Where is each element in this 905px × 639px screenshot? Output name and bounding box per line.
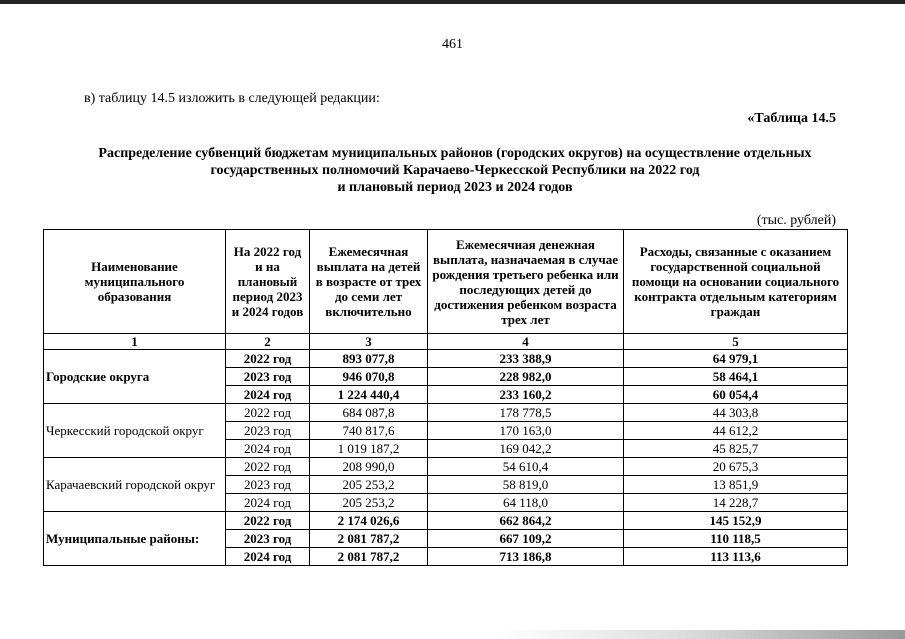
header-third-child-payment: Ежемесячная денежная выплата, назначаемая в случае рождения третьего ребенка или последующих детей до достижения ребенком возраста трех лет [428, 230, 624, 334]
year-cell: 2023 год [226, 530, 310, 548]
monthly-payment-cell: 205 253,2 [310, 494, 428, 512]
social-contract-cell: 20 675,3 [624, 458, 848, 476]
monthly-payment-cell: 205 253,2 [310, 476, 428, 494]
social-contract-cell: 145 152,9 [624, 512, 848, 530]
column-number: 5 [624, 334, 848, 350]
column-number: 2 [226, 334, 310, 350]
third-child-payment-cell: 169 042,2 [428, 440, 624, 458]
social-contract-cell: 60 054,4 [624, 386, 848, 404]
year-cell: 2023 год [226, 422, 310, 440]
monthly-payment-cell: 1 019 187,2 [310, 440, 428, 458]
table-reference: «Таблица 14.5 [747, 111, 836, 126]
social-contract-cell: 14 228,7 [624, 494, 848, 512]
table-title [40, 145, 870, 196]
social-contract-cell: 44 612,2 [624, 422, 848, 440]
third-child-payment-cell: 233 388,9 [428, 350, 624, 368]
title-line: и плановый период 2023 и 2024 годов [337, 180, 573, 195]
year-cell: 2024 год [226, 548, 310, 566]
social-contract-cell: 58 464,1 [624, 368, 848, 386]
table-row [44, 512, 848, 530]
year-cell: 2022 год [226, 458, 310, 476]
year-cell: 2023 год [226, 476, 310, 494]
social-contract-cell: 110 118,5 [624, 530, 848, 548]
monthly-payment-cell: 946 070,8 [310, 368, 428, 386]
monthly-payment-cell: 2 081 787,2 [310, 548, 428, 566]
header-monthly-payment: Ежемесячная выплата на детей в возрасте от трех до семи лет включительно [310, 230, 428, 334]
monthly-payment-cell: 2 174 026,6 [310, 512, 428, 530]
title-line: Распределение субвенций бюджетам муниципальных районов (городских округов) на осуществление отдельных [98, 146, 812, 161]
monthly-payment-cell: 208 990,0 [310, 458, 428, 476]
monthly-payment-cell: 893 077,8 [310, 350, 428, 368]
third-child-payment-cell: 54 610,4 [428, 458, 624, 476]
year-cell: 2024 год [226, 440, 310, 458]
intro-text: в) таблицу 14.5 изложить в следующей редакции: [84, 91, 380, 106]
municipality-name: Карачаевский городской округ [44, 458, 226, 512]
header-municipality: Наименование муниципального образования [44, 230, 226, 334]
year-cell: 2024 год [226, 494, 310, 512]
year-cell: 2023 год [226, 368, 310, 386]
third-child-payment-cell: 170 163,0 [428, 422, 624, 440]
page-number: 461 [442, 37, 463, 52]
social-contract-cell: 13 851,9 [624, 476, 848, 494]
year-cell: 2024 год [226, 386, 310, 404]
header-row [44, 230, 848, 334]
monthly-payment-cell: 2 081 787,2 [310, 530, 428, 548]
municipality-name: Черкесский городской округ [44, 404, 226, 458]
third-child-payment-cell: 64 118,0 [428, 494, 624, 512]
table-row [44, 350, 848, 368]
municipality-name: Городские округа [44, 350, 226, 404]
monthly-payment-cell: 1 224 440,4 [310, 386, 428, 404]
third-child-payment-cell: 58 819,0 [428, 476, 624, 494]
third-child-payment-cell: 228 982,0 [428, 368, 624, 386]
year-cell: 2022 год [226, 512, 310, 530]
units-label: (тыс. рублей) [756, 213, 836, 228]
title-line: государственных полномочий Карачаево-Черкесской Республики на 2022 год [210, 163, 700, 178]
third-child-payment-cell: 713 186,8 [428, 548, 624, 566]
monthly-payment-cell: 684 087,8 [310, 404, 428, 422]
header-period: На 2022 год и на плановый период 2023 и 2024 годов [226, 230, 310, 334]
header-social-contract: Расходы, связанные с оказанием государственной социальной помощи на основании социального контракта отдельным категориям граждан [624, 230, 848, 334]
municipality-name: Муниципальные районы: [44, 512, 226, 566]
column-number: 4 [428, 334, 624, 350]
third-child-payment-cell: 662 864,2 [428, 512, 624, 530]
scan-top-edge [0, 0, 905, 4]
column-number: 3 [310, 334, 428, 350]
social-contract-cell: 64 979,1 [624, 350, 848, 368]
table-row [44, 404, 848, 422]
third-child-payment-cell: 233 160,2 [428, 386, 624, 404]
social-contract-cell: 113 113,6 [624, 548, 848, 566]
third-child-payment-cell: 667 109,2 [428, 530, 624, 548]
column-number-row [44, 334, 848, 350]
third-child-payment-cell: 178 778,5 [428, 404, 624, 422]
social-contract-cell: 45 825,7 [624, 440, 848, 458]
column-number: 1 [44, 334, 226, 350]
year-cell: 2022 год [226, 404, 310, 422]
subvention-table [43, 229, 848, 566]
scan-bottom-edge [0, 630, 905, 639]
social-contract-cell: 44 303,8 [624, 404, 848, 422]
table-row [44, 458, 848, 476]
year-cell: 2022 год [226, 350, 310, 368]
monthly-payment-cell: 740 817,6 [310, 422, 428, 440]
